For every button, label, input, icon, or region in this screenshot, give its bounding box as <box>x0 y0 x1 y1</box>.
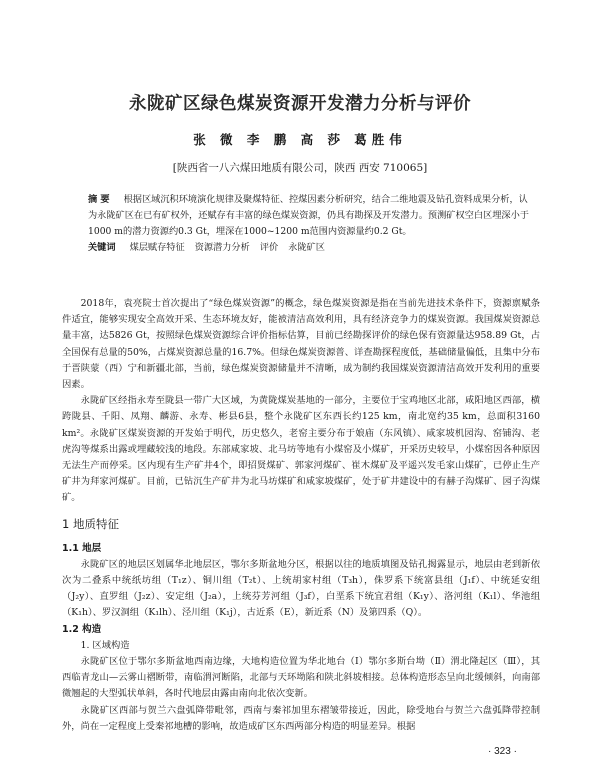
paper-title: 永陇矿区绿色煤炭资源开发潜力分析与评价 <box>129 94 471 114</box>
abstract-text: 根据区域沉积环境演化规律及聚煤特征、控煤因素分析研究，结合二维地震及钻孔资料成果分析，认为永陇矿区在已有矿权外，还赋存有丰富的绿色煤炭资源，仍具有勘探及开发潜力。预测矿权空白区埋深小于1000 m的潜力资源约0.3 Gt，埋深在1000~1200 m范围内资源量约0.2 Gt。 <box>88 194 529 237</box>
subsection-heading: 1.2 构造 <box>62 623 102 635</box>
intro-paragraph: 2018年，袁亮院士首次提出了“绿色煤炭资源”的概念，绿色煤炭资源是指在当前先进技术条件下，资源禀赋条件适宜，能够实现安全高效开采、生态环境友好，能被清洁高效利用，具有经济竞争力的煤炭资源。我国煤炭资源总量丰富，达5826 Gt，按照绿色煤炭资源综合评价指标估算，目前已经勘探评价的绿色保有资源量达958.89 Gt，占全国保有总量的50%，占煤炭资源总量的16.7%。但绿色煤炭资源普、详查勘探程度低，基础储量偏低，且集中分布于晋陕蒙（西）宁和新疆北部，当前，绿色煤炭资源储量并不清晰，成为制约我国煤炭资源清洁高效开发利用的重要因素。 <box>62 298 540 391</box>
abstract-label: 摘 要 <box>88 194 110 205</box>
subsubsection-heading: 1. 区域构造 <box>80 639 130 651</box>
keywords-label: 关键词 <box>88 242 116 253</box>
keyword: 资源潜力分析 <box>194 242 250 253</box>
subsection-heading: 1.1 地层 <box>62 542 102 554</box>
keywords-line <box>88 240 536 256</box>
abstract-block <box>88 192 536 256</box>
paper-body <box>62 296 540 735</box>
author-affiliation: [陕西省一八六煤田地质有限公司，陕西 西安 710065] <box>172 162 428 174</box>
section-heading: 1 地质特征 <box>62 516 119 531</box>
keyword: 煤层赋存特征 <box>129 242 185 253</box>
page-number: · 323 · <box>488 746 517 757</box>
paper-authors: 张 微 李 鹏 高 莎 葛胜伟 <box>193 132 407 147</box>
tectonics-paragraph: 永陇矿区位于鄂尔多斯盆地西南边缘，大地构造位置为华北地台（Ⅰ）鄂尔多斯台坳（Ⅱ）渭北隆起区（Ⅲ），其西临青龙山—云雾山褶断带，南临渭河断陷，北部与天环坳陷和陕北斜坡相接。总体构造形态呈向北缓倾斜，向南部微翘起的大型弧状单斜，各时代地层由露由南向北依次变新。 <box>62 656 540 700</box>
tectonics-paragraph: 永陇矿区西部与贺兰六盘弧降带毗邻，西南与秦祁加里东褶皱带接近，因此，除受地台与贺兰六盘弧降带控制外，尚在一定程度上受秦祁地槽的影响，故造成矿区东西两部分构造的明显差异。根据 <box>62 704 540 732</box>
intro-paragraph: 永陇矿区经指永寿至陇县一带广大区域，为黄陇煤炭基地的一部分，主要位于宝鸡地区北部，咸阳地区西部，横跨陇县、千阳、凤翔、麟游、永寿、彬县6县，整个永陇矿区东西长约125 km，南北宽约35 km，总面积3160 km²。永陇矿区煤炭资源的开发始于明代，历史悠久，老窑主要分布于娘庙（东风镇）、咸家坡机园沟、窑铺沟、老虎沟等煤系出露或埋藏较浅的地段。东部咸家坡、北马坊等地有小煤窑及小煤矿，开采历史较早，小煤窑因各种原因无法生产而停采。区内现有生产矿井4个，即招贤煤矿、郭家河煤矿、崔木煤矿及平遥兴发毛家山煤矿，已停止生产矿井为拜家河煤矿。目前，已钻沉生产矿井为北马坊煤矿和咸家坡煤矿，处于矿井建设中的有赫子沟煤矿、园子沟煤矿。 <box>62 395 540 504</box>
abstract-paragraph <box>88 192 536 240</box>
keyword: 永陇矿区 <box>288 242 325 253</box>
strata-paragraph: 永陇矿区的地层区划属华北地层区，鄂尔多斯盆地分区，根据以往的地质填图及钻孔揭露显示，地层由老到新依次为二叠系中统纸坊组（T₁z）、铜川组（T₂t）、上统胡家村组（T₃h），侏罗系下统富县组（J₁f）、中统延安组（J₂y）、直罗组（J₂z）、安定组（J₂a），上统芬芳河组（J₃f），白垩系下统宜君组（K₁y）、洛河组（K₁l）、华池组（K₁h）、罗汉洞组（K₁lh）、泾川组（K₁j），古近系（E），新近系（N）及第四系（Q）。 <box>62 558 540 619</box>
keyword: 评价 <box>259 242 279 253</box>
